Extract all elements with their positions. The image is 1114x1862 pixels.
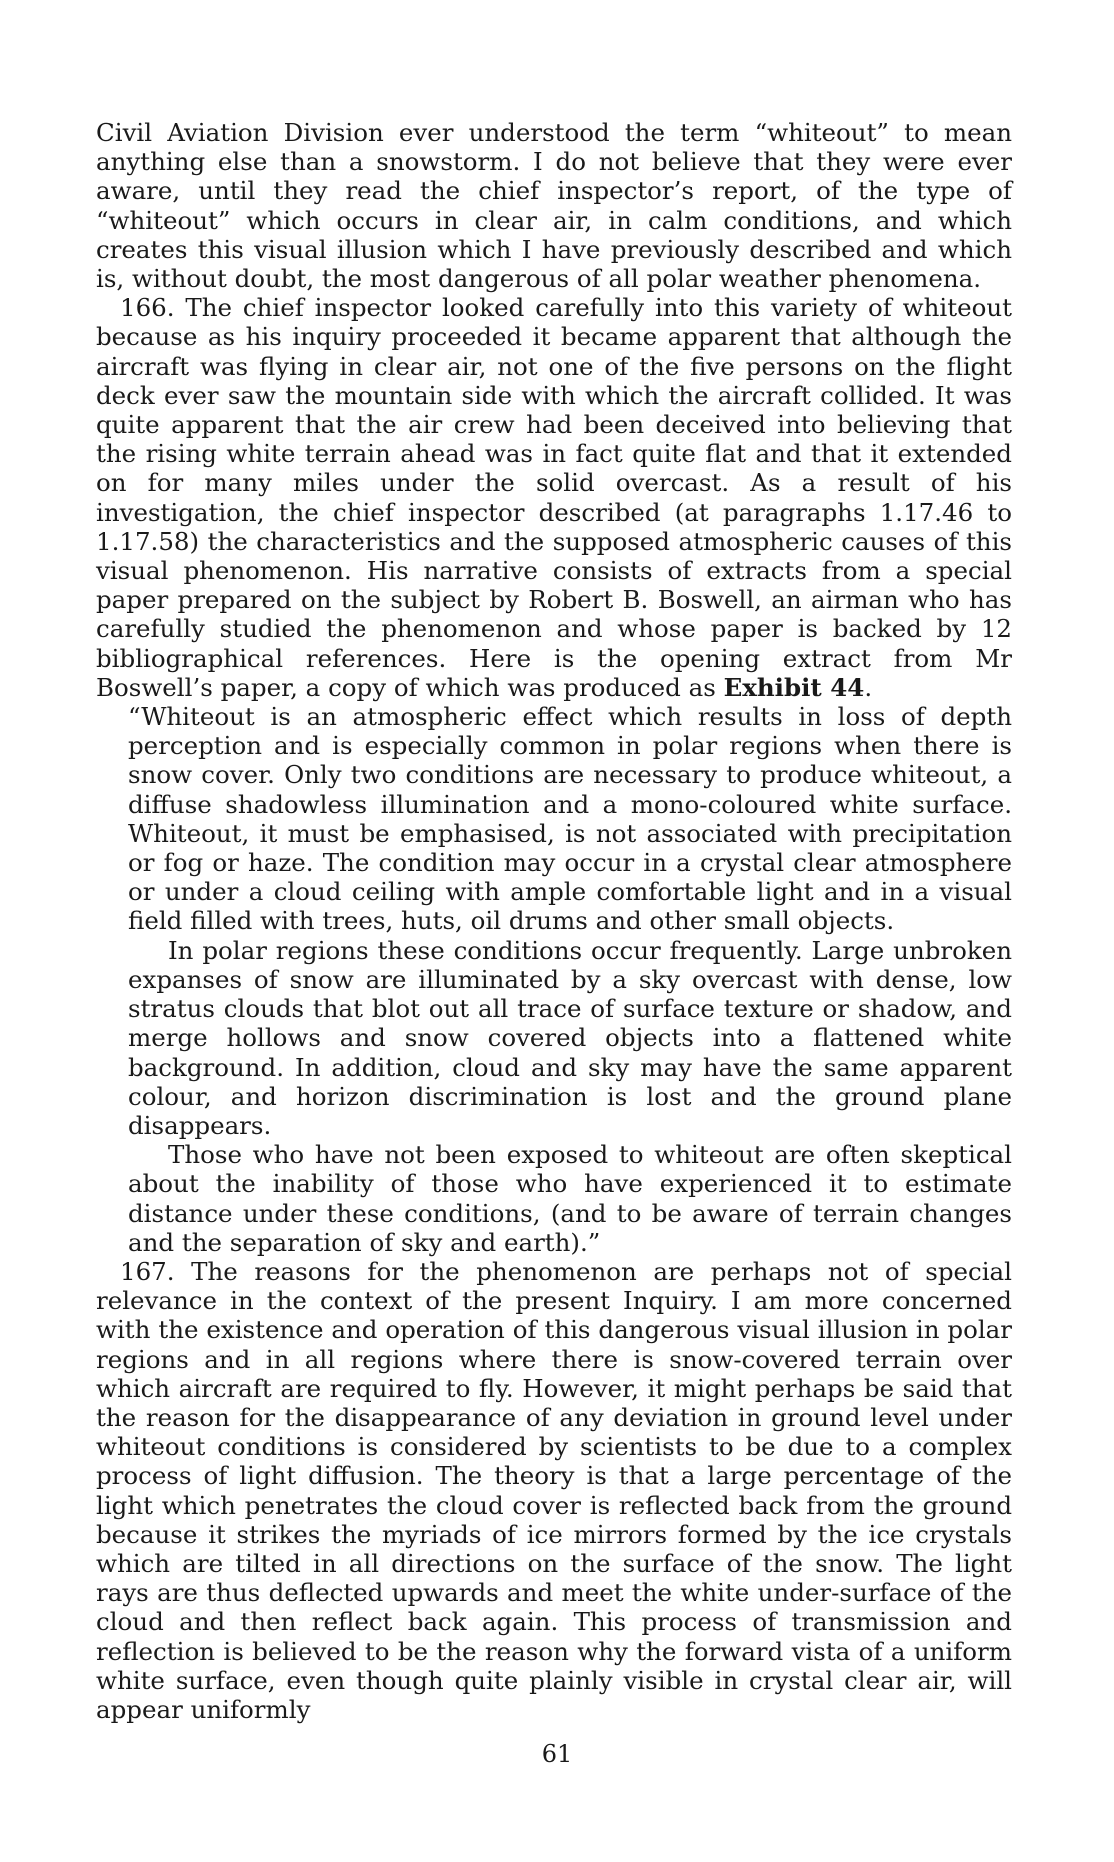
page-number: 61 [541,1740,573,1768]
paragraph-166-text: 166. The chief inspector looked carefully into this variety of whiteout because as his inquiry proceeded it became apparent that although the aircraft was flying in clear air, not one of the five persons on the flight deck ever saw the mountain side with which the aircraft collided. It was quite apparent that the air crew had been deceived into believing that the rising white terrain ahead was in fact quite flat and that it extended on for many miles under the solid overcast. As a result of his investigation, the chief inspector described (at paragraphs 1.17.46 to 1.17.58) the characteristics and the supposed atmospheric causes of this visual phenomenon. His narrative consists of extracts from a special paper prepared on the subject by Robert B. Boswell, an airman who has carefully studied the phenomenon and whose paper is backed by 12 bibliographical references. Here is the opening extract from Mr Boswell’s paper, a copy of which was produced as [96,293,1012,702]
paragraph-166 [96,293,1012,702]
paragraph-166-end: . [864,672,873,702]
quote-paragraph-2: In polar regions these conditions occur frequently. Large unbroken expanses of snow are illuminated by a sky overcast with dense, low stratus clouds that blot out all trace of surface texture or shadow, and merge hollows and snow covered objects into a flattened white background. In addition, cloud and sky may have the same apparent colour, and horizon discrimination is lost and the ground plane disappears. [128,935,1012,1140]
paragraph-167: 167. The reasons for the phenomenon are perhaps not of special relevance in the context of the present Inquiry. I am more concerned with the existence and operation of this dangerous visual illusion in polar regions and in all regions where there is snow-covered terrain over which aircraft are required to fly. However, it might perhaps be said that the reason for the disappearance of any deviation in ground level under whiteout conditions is considered by scientists to be due to a complex process of light diffusion. The theory is that a large percentage of the light which penetrates the cloud cover is reflected back from the ground because it strikes the myriads of ice mirrors formed by the ice crystals which are tilted in all directions on the surface of the snow. The light rays are thus deflected upwards and meet the white under-surface of the cloud and then reflect back again. This process of transmission and reflection is believed to be the reason why the forward vista of a uniform white surface, even though quite plainly visible in crystal clear air, will appear uniformly [96,1256,1012,1724]
quote-paragraph-1: “Whiteout is an atmospheric effect which results in loss of depth perception and is especially common in polar regions when there is snow cover. Only two conditions are necessary to produce whiteout, a diffuse shadowless illumination and a mono-coloured white surface. Whiteout, it must be emphasised, is not associated with precipitation or fog or haze. The condition may occur in a crystal clear atmosphere or under a cloud ceiling with ample comfortable light and in a visual field filled with trees, huts, oil drums and other small objects. [128,702,1012,936]
paragraph-continuation: Civil Aviation Division ever understood the term “whiteout” to mean anything else than a snowstorm. I do not believe that they were ever aware, until they read the chief inspector’s report, of the type of “whiteout” which occurs in clear air, in calm conditions, and which creates this visual illusion which I have previously described and which is, without doubt, the most dangerous of all polar weather phenomena. [96,118,1012,294]
quote-paragraph-3: Those who have not been exposed to whiteout are often skeptical about the inability of those who have experienced it to estimate distance under these conditions, (and to be aware of terrain changes and the separation of sky and earth).” [128,1140,1012,1257]
exhibit-reference: Exhibit 44 [723,672,865,702]
page-body [96,118,1012,1724]
boswell-quote [128,702,1012,1257]
